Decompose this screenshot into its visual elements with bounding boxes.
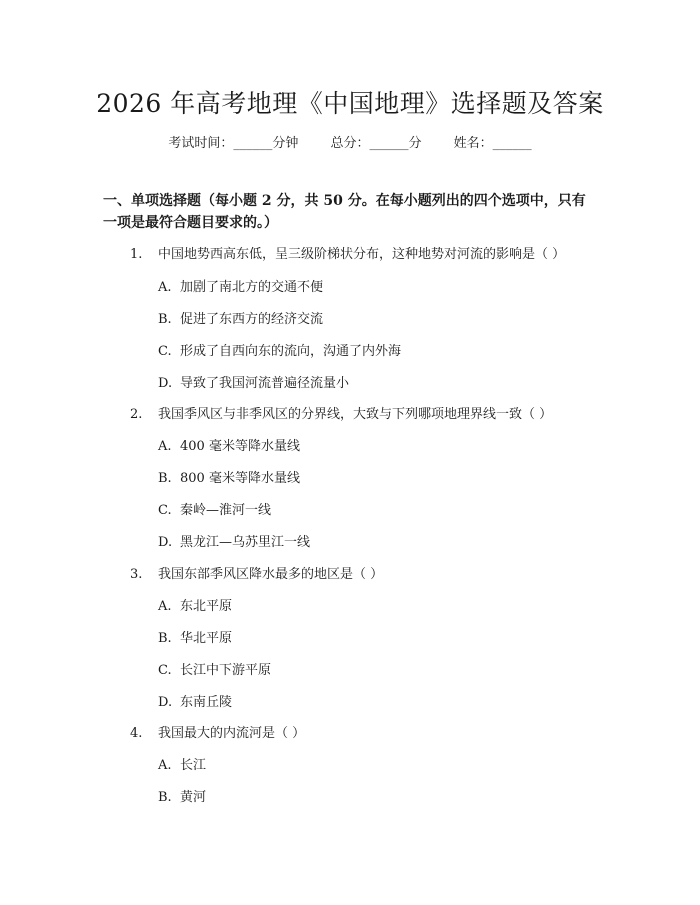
question-1-option-c	[158, 340, 401, 359]
option-letter: C.	[158, 344, 172, 359]
option-letter: B.	[158, 471, 172, 486]
question-4	[130, 722, 305, 741]
option-text: 长江	[180, 758, 207, 773]
option-letter: A.	[158, 599, 172, 614]
question-1-option-a	[158, 276, 323, 295]
total-score-label: 总分：	[330, 136, 370, 151]
exam-time-blank: ______	[233, 136, 273, 151]
question-text: 我国最大的内流河是（ ）	[158, 726, 306, 741]
question-2-option-c	[158, 499, 271, 518]
option-letter: D.	[158, 535, 173, 550]
option-letter: A.	[158, 280, 172, 295]
option-letter: D.	[158, 376, 173, 391]
question-2-option-a	[158, 435, 300, 454]
exam-meta	[0, 132, 700, 151]
student-name-blank: ______	[492, 136, 532, 151]
option-letter: A.	[158, 439, 172, 454]
question-2	[130, 403, 552, 422]
option-text: 800 毫米等降水量线	[180, 471, 300, 486]
question-number: 2.	[130, 407, 143, 422]
question-number: 1.	[130, 247, 143, 262]
option-letter: A.	[158, 758, 172, 773]
option-letter: C.	[158, 663, 172, 678]
option-letter: B.	[158, 631, 172, 646]
option-text: 导致了我国河流普遍径流量小	[180, 376, 350, 391]
question-1-option-b	[158, 308, 323, 327]
option-text: 秦岭—淮河一线	[180, 503, 272, 518]
student-name	[454, 132, 532, 151]
question-text: 中国地势西高东低，呈三级阶梯状分布，这种地势对河流的影响是（ ）	[158, 247, 566, 262]
question-4-option-a	[158, 754, 206, 773]
option-text: 东南丘陵	[180, 695, 233, 710]
option-text: 黑龙江—乌苏里江一线	[180, 535, 311, 550]
option-text: 华北平原	[180, 631, 233, 646]
question-1	[130, 243, 565, 262]
option-text: 黄河	[180, 790, 207, 805]
question-3-option-c	[158, 659, 271, 678]
question-text: 我国季风区与非季风区的分界线，大致与下列哪项地理界线一致（ ）	[158, 407, 553, 422]
question-number: 3.	[130, 567, 143, 582]
option-letter: C.	[158, 503, 172, 518]
page-title: 2026 年高考地理《中国地理》选择题及答案	[96, 89, 604, 118]
option-text: 400 毫米等降水量线	[180, 439, 300, 454]
option-text: 东北平原	[180, 599, 233, 614]
question-3-option-b	[158, 627, 232, 646]
student-name-label: 姓名：	[453, 136, 493, 151]
total-score-blank: ______	[369, 136, 409, 151]
total-score-unit: 分	[408, 136, 422, 151]
question-4-option-b	[158, 786, 206, 805]
question-3	[130, 563, 383, 582]
option-text: 促进了东西方的经济交流	[180, 312, 324, 327]
question-3-option-d	[158, 691, 232, 710]
option-text: 加剧了南北方的交通不便	[180, 280, 324, 295]
option-letter: B.	[158, 312, 172, 327]
question-text: 我国东部季风区降水最多的地区是（ ）	[158, 567, 384, 582]
section-heading: 一、单项选择题（每小题 2 分，共 50 分。在每小题列出的四个选项中，只有一项是最符合题目要求的。）	[103, 193, 586, 231]
exam-time	[168, 132, 298, 151]
question-2-option-b	[158, 467, 300, 486]
exam-time-label: 考试时间：	[168, 136, 234, 151]
question-2-option-d	[158, 531, 310, 550]
option-text: 长江中下游平原	[180, 663, 272, 678]
question-number: 4.	[130, 726, 143, 741]
option-letter: B.	[158, 790, 172, 805]
total-score	[330, 132, 421, 151]
option-letter: D.	[158, 695, 173, 710]
question-3-option-a	[158, 595, 232, 614]
option-text: 形成了自西向东的流向，沟通了内外海	[180, 344, 402, 359]
exam-time-unit: 分钟	[272, 136, 299, 151]
question-1-option-d	[158, 372, 349, 391]
